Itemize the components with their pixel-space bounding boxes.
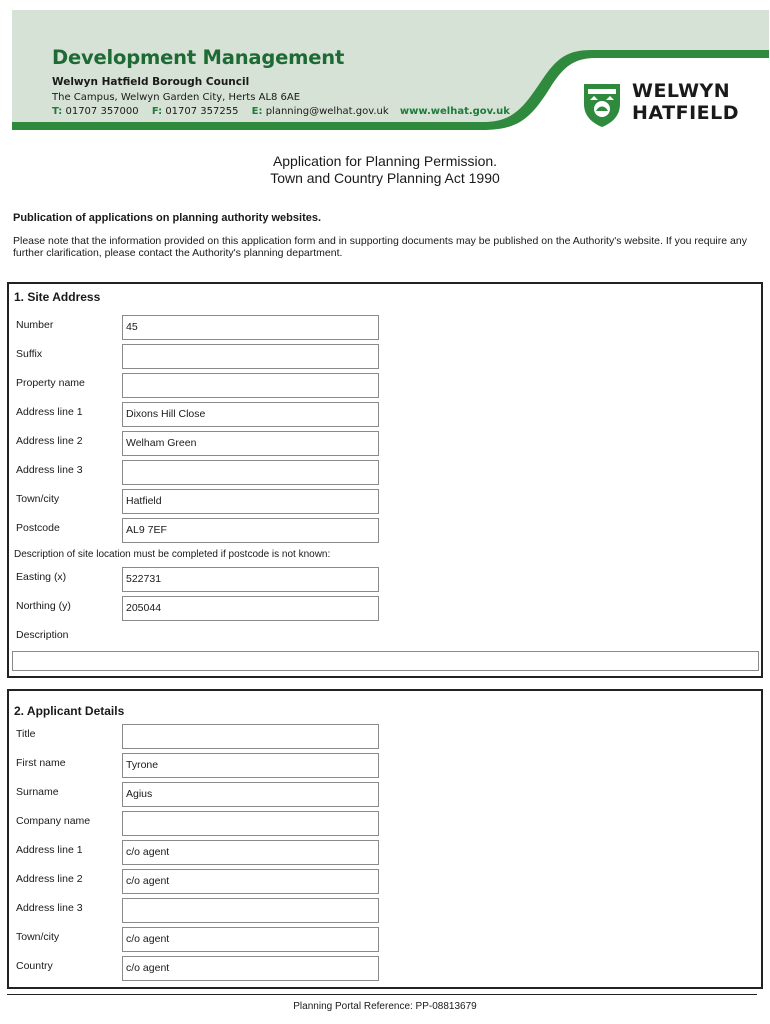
company-name-label: Company name [16,815,91,827]
contact-line [52,106,510,117]
suffix-label: Suffix [16,348,43,360]
page-title [0,153,770,187]
footer-divider [7,994,757,995]
email-label: E: [251,106,263,117]
department-title: Development Management [52,46,345,69]
shield-icon [582,80,622,128]
logo-line-1: WELWYN [632,80,731,102]
easting-label: Easting (x) [16,571,67,583]
applicant-address-line-1-label: Address line 1 [16,844,83,856]
northing-label: Northing (y) [16,600,71,612]
applicant-details-section [7,689,763,989]
address-line-1-label: Address line 1 [16,406,83,418]
postcode-label: Postcode [16,522,60,534]
address-line-3-field[interactable] [122,460,379,485]
property-name-field[interactable] [122,373,379,398]
suffix-field[interactable] [122,344,379,369]
publication-notice-text: Please note that the information provided on this application form and in supporting documents may be published on the Authority's website. If you require any further clarification, please contact the Authority's planning department. [13,235,747,259]
easting-field[interactable]: 522731 [122,567,379,592]
location-note: Description of site location must be completed if postcode is not known: [14,549,331,560]
site-address-section [7,282,763,678]
first-name-label: First name [16,757,66,769]
applicant-address-line-3-label: Address line 3 [16,902,83,914]
site-address-heading: 1. Site Address [14,290,101,304]
council-address: The Campus, Welwyn Garden City, Herts AL8 6AE [52,92,301,103]
description-field[interactable] [12,651,759,671]
address-line-3-label: Address line 3 [16,464,83,476]
address-line-2-label: Address line 2 [16,435,83,447]
postcode-field[interactable]: AL9 7EF [122,518,379,543]
tel-label: T: [52,106,63,117]
applicant-address-line-2-label: Address line 2 [16,873,83,885]
email-address: planning@welhat.gov.uk [265,106,389,117]
publication-notice-heading: Publication of applications on planning authority websites. [13,212,322,224]
applicant-address-line-3-field[interactable] [122,898,379,923]
surname-field[interactable]: Agius [122,782,379,807]
property-name-label: Property name [16,377,85,389]
applicant-address-line-2-field[interactable]: c/o agent [122,869,379,894]
number-field[interactable]: 45 [122,315,379,340]
fax-number: 01707 357255 [165,106,239,117]
northing-field[interactable]: 205044 [122,596,379,621]
title-line-1: Application for Planning Permission. [272,153,498,169]
title-line-2: Town and Country Planning Act 1990 [270,170,500,186]
surname-label: Surname [16,786,59,798]
applicant-title-field[interactable] [122,724,379,749]
country-label: Country [16,960,53,972]
applicant-title-label: Title [16,728,36,740]
applicant-town-city-label: Town/city [16,931,60,943]
address-line-1-field[interactable]: Dixons Hill Close [122,402,379,427]
town-city-field[interactable]: Hatfield [122,489,379,514]
logo-line-2: HATFIELD [632,102,739,124]
address-line-2-field[interactable]: Welham Green [122,431,379,456]
planning-portal-reference: Planning Portal Reference: PP-08813679 [293,1001,477,1012]
fax-label: F: [151,106,163,117]
town-city-label: Town/city [16,493,60,505]
description-label: Description [16,629,69,641]
first-name-field[interactable]: Tyrone [122,753,379,778]
logo-wordmark [632,80,739,124]
applicant-details-heading: 2. Applicant Details [14,704,125,718]
number-label: Number [16,319,54,331]
council-logo [582,80,762,130]
tel-number: 01707 357000 [65,106,139,117]
council-name: Welwyn Hatfield Borough Council [52,76,250,88]
website-link[interactable]: www.welhat.gov.uk [399,106,510,117]
applicant-address-line-1-field[interactable]: c/o agent [122,840,379,865]
company-name-field[interactable] [122,811,379,836]
country-field[interactable]: c/o agent [122,956,379,981]
applicant-town-city-field[interactable]: c/o agent [122,927,379,952]
header-banner [12,10,769,130]
